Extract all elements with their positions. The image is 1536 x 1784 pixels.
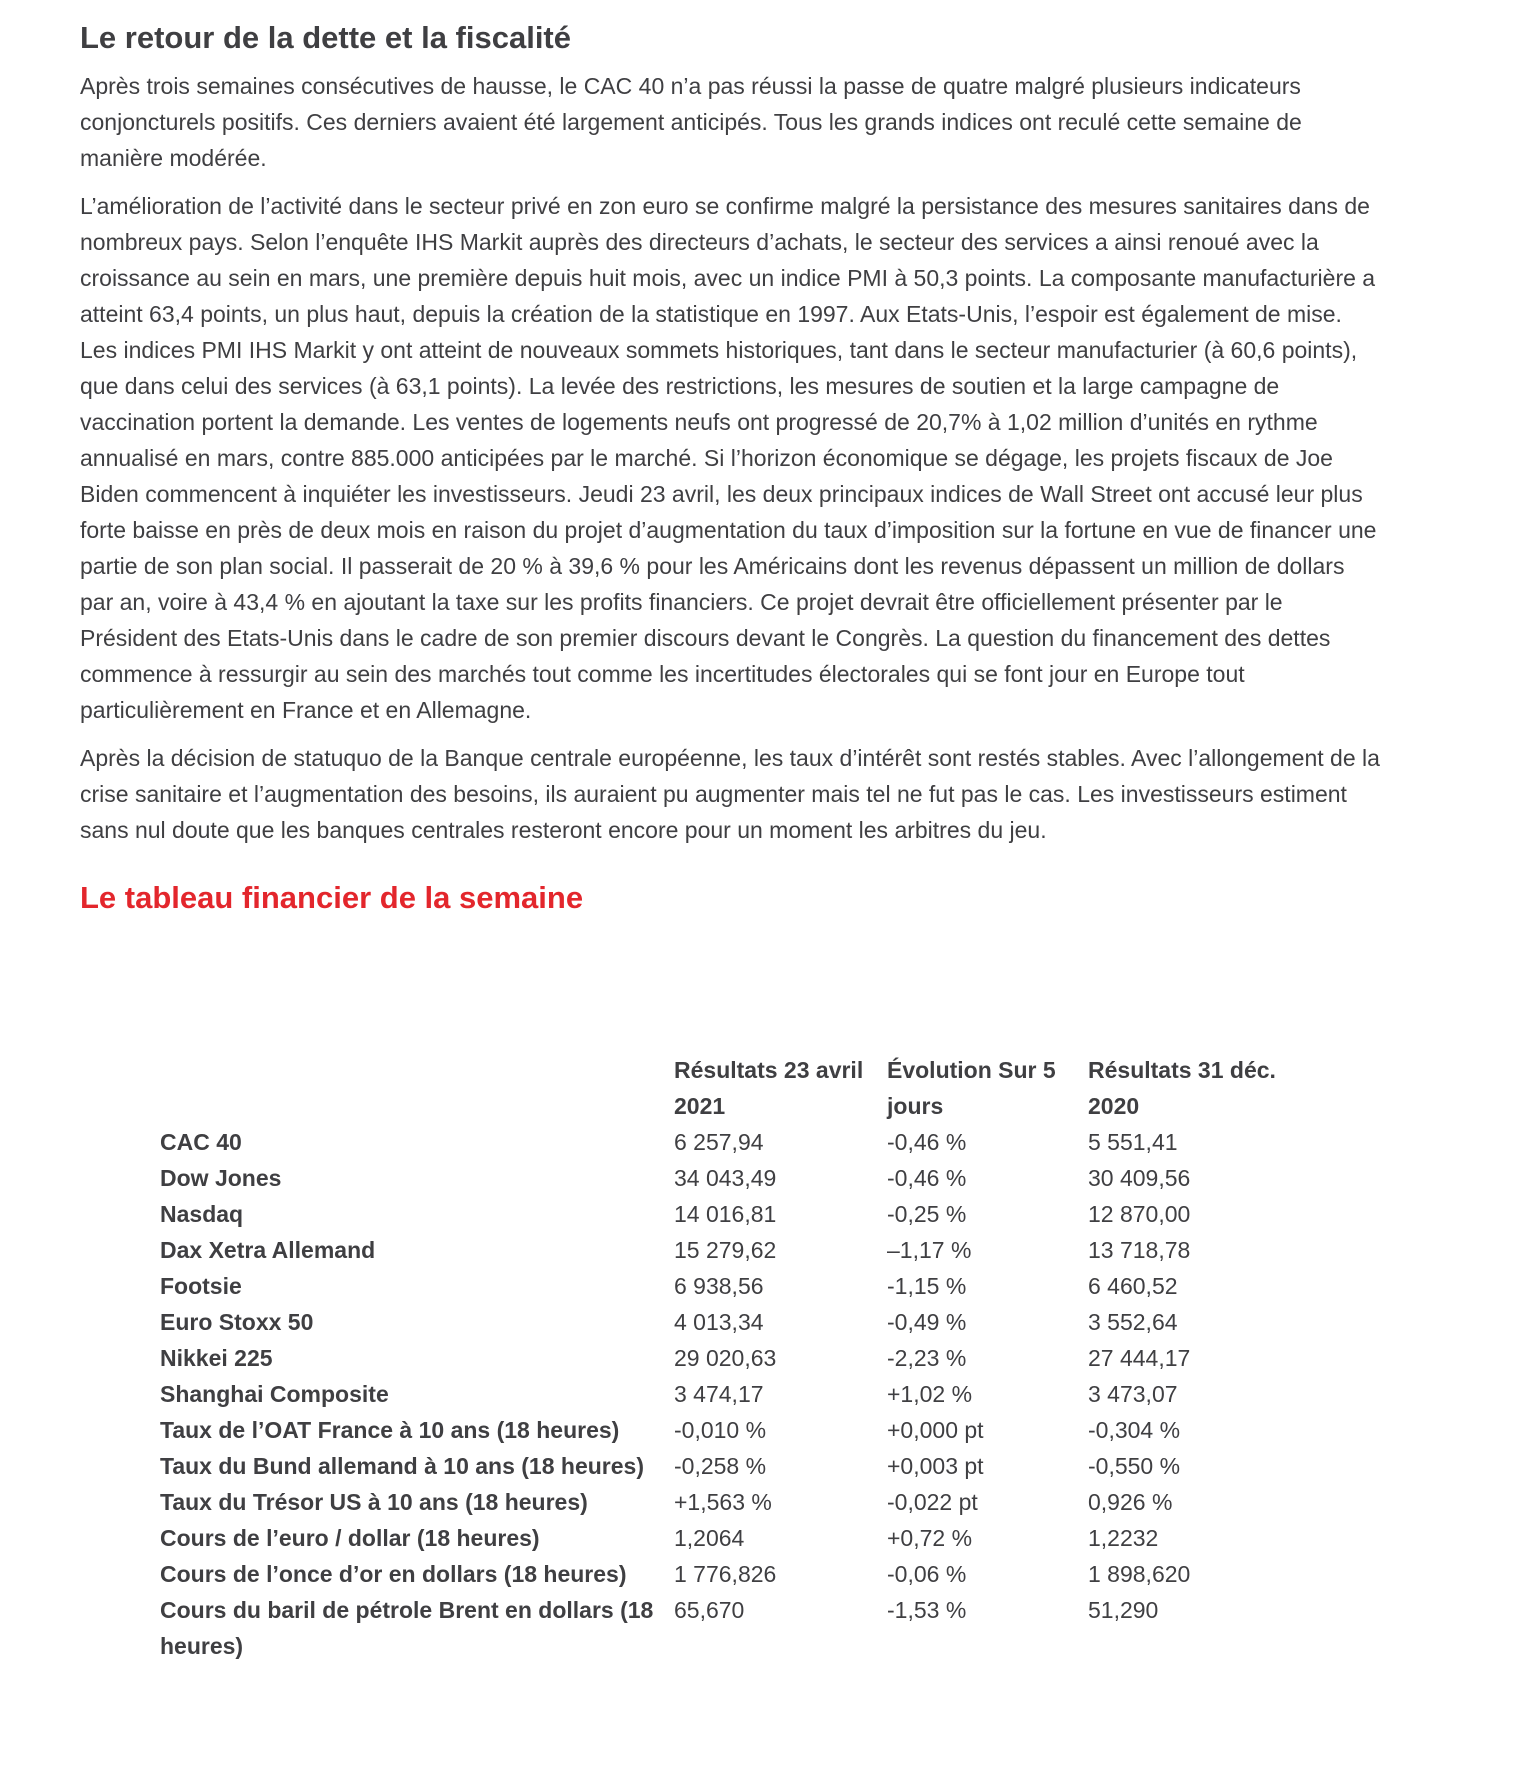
value-april: 4 013,34 — [674, 1309, 764, 1335]
value-dec: 1 898,620 — [1088, 1561, 1191, 1587]
value-evolution: -0,46 % — [887, 1129, 967, 1155]
value-evolution: –1,17 % — [887, 1237, 972, 1263]
value-evolution: -2,23 % — [887, 1345, 967, 1371]
value-april: -0,010 % — [674, 1417, 767, 1443]
row-label: Cours du baril de pétrole Brent en dollars (18 heures) — [160, 1597, 654, 1659]
table-row — [160, 1412, 1318, 1448]
value-dec: 6 460,52 — [1088, 1273, 1178, 1299]
table-title: Le tableau financier de la semaine — [80, 880, 584, 915]
value-dec: 3 552,64 — [1088, 1309, 1178, 1335]
table-row — [160, 1196, 1318, 1232]
value-april: 6 938,56 — [674, 1273, 764, 1299]
table-header-row — [160, 1052, 1318, 1124]
row-label: Taux du Trésor US à 10 ans (18 heures) — [160, 1489, 588, 1515]
table-row — [160, 1448, 1318, 1484]
value-dec: 1,2232 — [1088, 1525, 1159, 1551]
paragraph-rates: Après la décision de statuquo de la Banque centrale européenne, les taux d’intérêt sont restés stables. Avec l’allongement de la crise sanitaire et l’augmentation des besoins, ils auraient pu augmenter mais tel ne fut pas le cas. Les investisseurs estiment sans nul doute que les banques centrales resteront encore pour un moment les arbitres du jeu. — [80, 745, 1380, 843]
section-title: Le retour de la dette et la fiscalité — [80, 20, 571, 55]
value-dec: 27 444,17 — [1088, 1345, 1191, 1371]
value-dec: -0,550 % — [1088, 1453, 1181, 1479]
row-label: Shanghai Composite — [160, 1381, 389, 1407]
header-results-april: Résultats 23 avril 2021 — [674, 1057, 864, 1119]
row-label: Dow Jones — [160, 1165, 282, 1191]
row-label: Euro Stoxx 50 — [160, 1309, 314, 1335]
value-april: 14 016,81 — [674, 1201, 777, 1227]
table-row — [160, 1520, 1318, 1556]
table-row — [160, 1556, 1318, 1592]
value-evolution: -0,25 % — [887, 1201, 967, 1227]
table-row — [160, 1376, 1318, 1412]
value-evolution: +1,02 % — [887, 1381, 973, 1407]
value-evolution: -1,53 % — [887, 1597, 967, 1623]
value-april: 65,670 — [674, 1597, 745, 1623]
value-evolution: -0,46 % — [887, 1165, 967, 1191]
row-label: Nikkei 225 — [160, 1345, 273, 1371]
table-row — [160, 1232, 1318, 1268]
header-results-dec: Résultats 31 déc. 2020 — [1088, 1057, 1276, 1119]
value-april: -0,258 % — [674, 1453, 767, 1479]
value-april: 29 020,63 — [674, 1345, 777, 1371]
table-row — [160, 1592, 1318, 1664]
value-dec: 30 409,56 — [1088, 1165, 1191, 1191]
table-row — [160, 1268, 1318, 1304]
row-label: CAC 40 — [160, 1129, 242, 1155]
row-label: Footsie — [160, 1273, 242, 1299]
row-label: Cours de l’once d’or en dollars (18 heures) — [160, 1561, 627, 1587]
table-row — [160, 1304, 1318, 1340]
paragraph-activity: L’amélioration de l’activité dans le secteur privé en zon euro se confirme malgré la persistance des mesures sanitaires dans de nombreux pays. Selon l’enquête IHS Markit auprès des directeurs d’achats, le secteur des services a ainsi renoué avec la croissance au sein en mars, une première depuis huit mois, avec un indice PMI à 50,3 points. La composante manufacturière a atteint 63,4 points, un plus haut, depuis la création de la statistique en 1997. Aux Etats-Unis, l’espoir est également de mise. Les indices PMI IHS Markit y ont atteint de nouveaux sommets historiques, tant dans le secteur manufacturier (à 60,6 points), que dans celui des services (à 63,1 points). La levée des restrictions, les mesures de soutien et la large campagne de vaccination portent la demande. Les ventes de logements neufs ont progressé de 20,7% à 1,02 million d’unités en rythme annualisé en mars, contre 885.000 anticipées par le marché. Si l’horizon économique se dégage, les projets fiscaux de Joe Biden commencent à inquiéter les investisseurs. Jeudi 23 avril, les deux principaux indices de Wall Street ont accusé leur plus forte baisse en près de deux mois en raison du projet d’augmentation du taux d’imposition sur la fortune en vue de financer une partie de son plan social. Il passerait de 20 % à 39,6 % pour les Américains dont les revenus dépassent un million de dollars par an, voire à 43,4 % en ajoutant la taxe sur les profits financiers. Ce projet devrait être officiellement présenter par le Président des Etats-Unis dans le cadre de son premier discours devant le Congrès. La question du financement des dettes commence à ressurgir au sein des marchés tout comme les incertitudes électorales qui se font jour en Europe tout particulièrement en France et en Allemagne. — [80, 193, 1377, 723]
value-april: 3 474,17 — [674, 1381, 764, 1407]
row-label: Taux de l’OAT France à 10 ans (18 heures) — [160, 1417, 620, 1443]
table-row — [160, 1124, 1318, 1160]
value-dec: 3 473,07 — [1088, 1381, 1178, 1407]
value-evolution: +0,72 % — [887, 1525, 973, 1551]
header-evolution: Évolution Sur 5 jours — [887, 1057, 1056, 1119]
value-april: 1,2064 — [674, 1525, 745, 1551]
row-label: Nasdaq — [160, 1201, 244, 1227]
header-label — [160, 1052, 674, 1124]
value-evolution: -1,15 % — [887, 1273, 967, 1299]
value-evolution: +0,003 pt — [887, 1453, 984, 1479]
row-label: Taux du Bund allemand à 10 ans (18 heures) — [160, 1453, 644, 1479]
value-evolution: -0,49 % — [887, 1309, 967, 1335]
value-april: 15 279,62 — [674, 1237, 777, 1263]
value-april: 34 043,49 — [674, 1165, 777, 1191]
article — [80, 0, 1400, 918]
value-dec: 5 551,41 — [1088, 1129, 1178, 1155]
value-evolution: -0,06 % — [887, 1561, 967, 1587]
financial-table — [160, 1052, 1318, 1664]
value-dec: 51,290 — [1088, 1597, 1159, 1623]
table-row — [160, 1160, 1318, 1196]
value-april: 1 776,826 — [674, 1561, 777, 1587]
table-row — [160, 1484, 1318, 1520]
table-row — [160, 1340, 1318, 1376]
paragraph-intro: Après trois semaines consécutives de hausse, le CAC 40 n’a pas réussi la passe de quatre malgré plusieurs indicateurs conjoncturels positifs. Ces derniers avaient été largement anticipés. Tous les grands indices ont reculé cette semaine de manière modérée. — [80, 73, 1302, 171]
value-dec: 0,926 % — [1088, 1489, 1173, 1515]
value-april: 6 257,94 — [674, 1129, 764, 1155]
value-evolution: -0,022 pt — [887, 1489, 978, 1515]
value-april: +1,563 % — [674, 1489, 772, 1515]
row-label: Cours de l’euro / dollar (18 heures) — [160, 1525, 540, 1551]
row-label: Dax Xetra Allemand — [160, 1237, 376, 1263]
value-dec: -0,304 % — [1088, 1417, 1181, 1443]
value-evolution: +0,000 pt — [887, 1417, 984, 1443]
value-dec: 13 718,78 — [1088, 1237, 1191, 1263]
value-dec: 12 870,00 — [1088, 1201, 1191, 1227]
